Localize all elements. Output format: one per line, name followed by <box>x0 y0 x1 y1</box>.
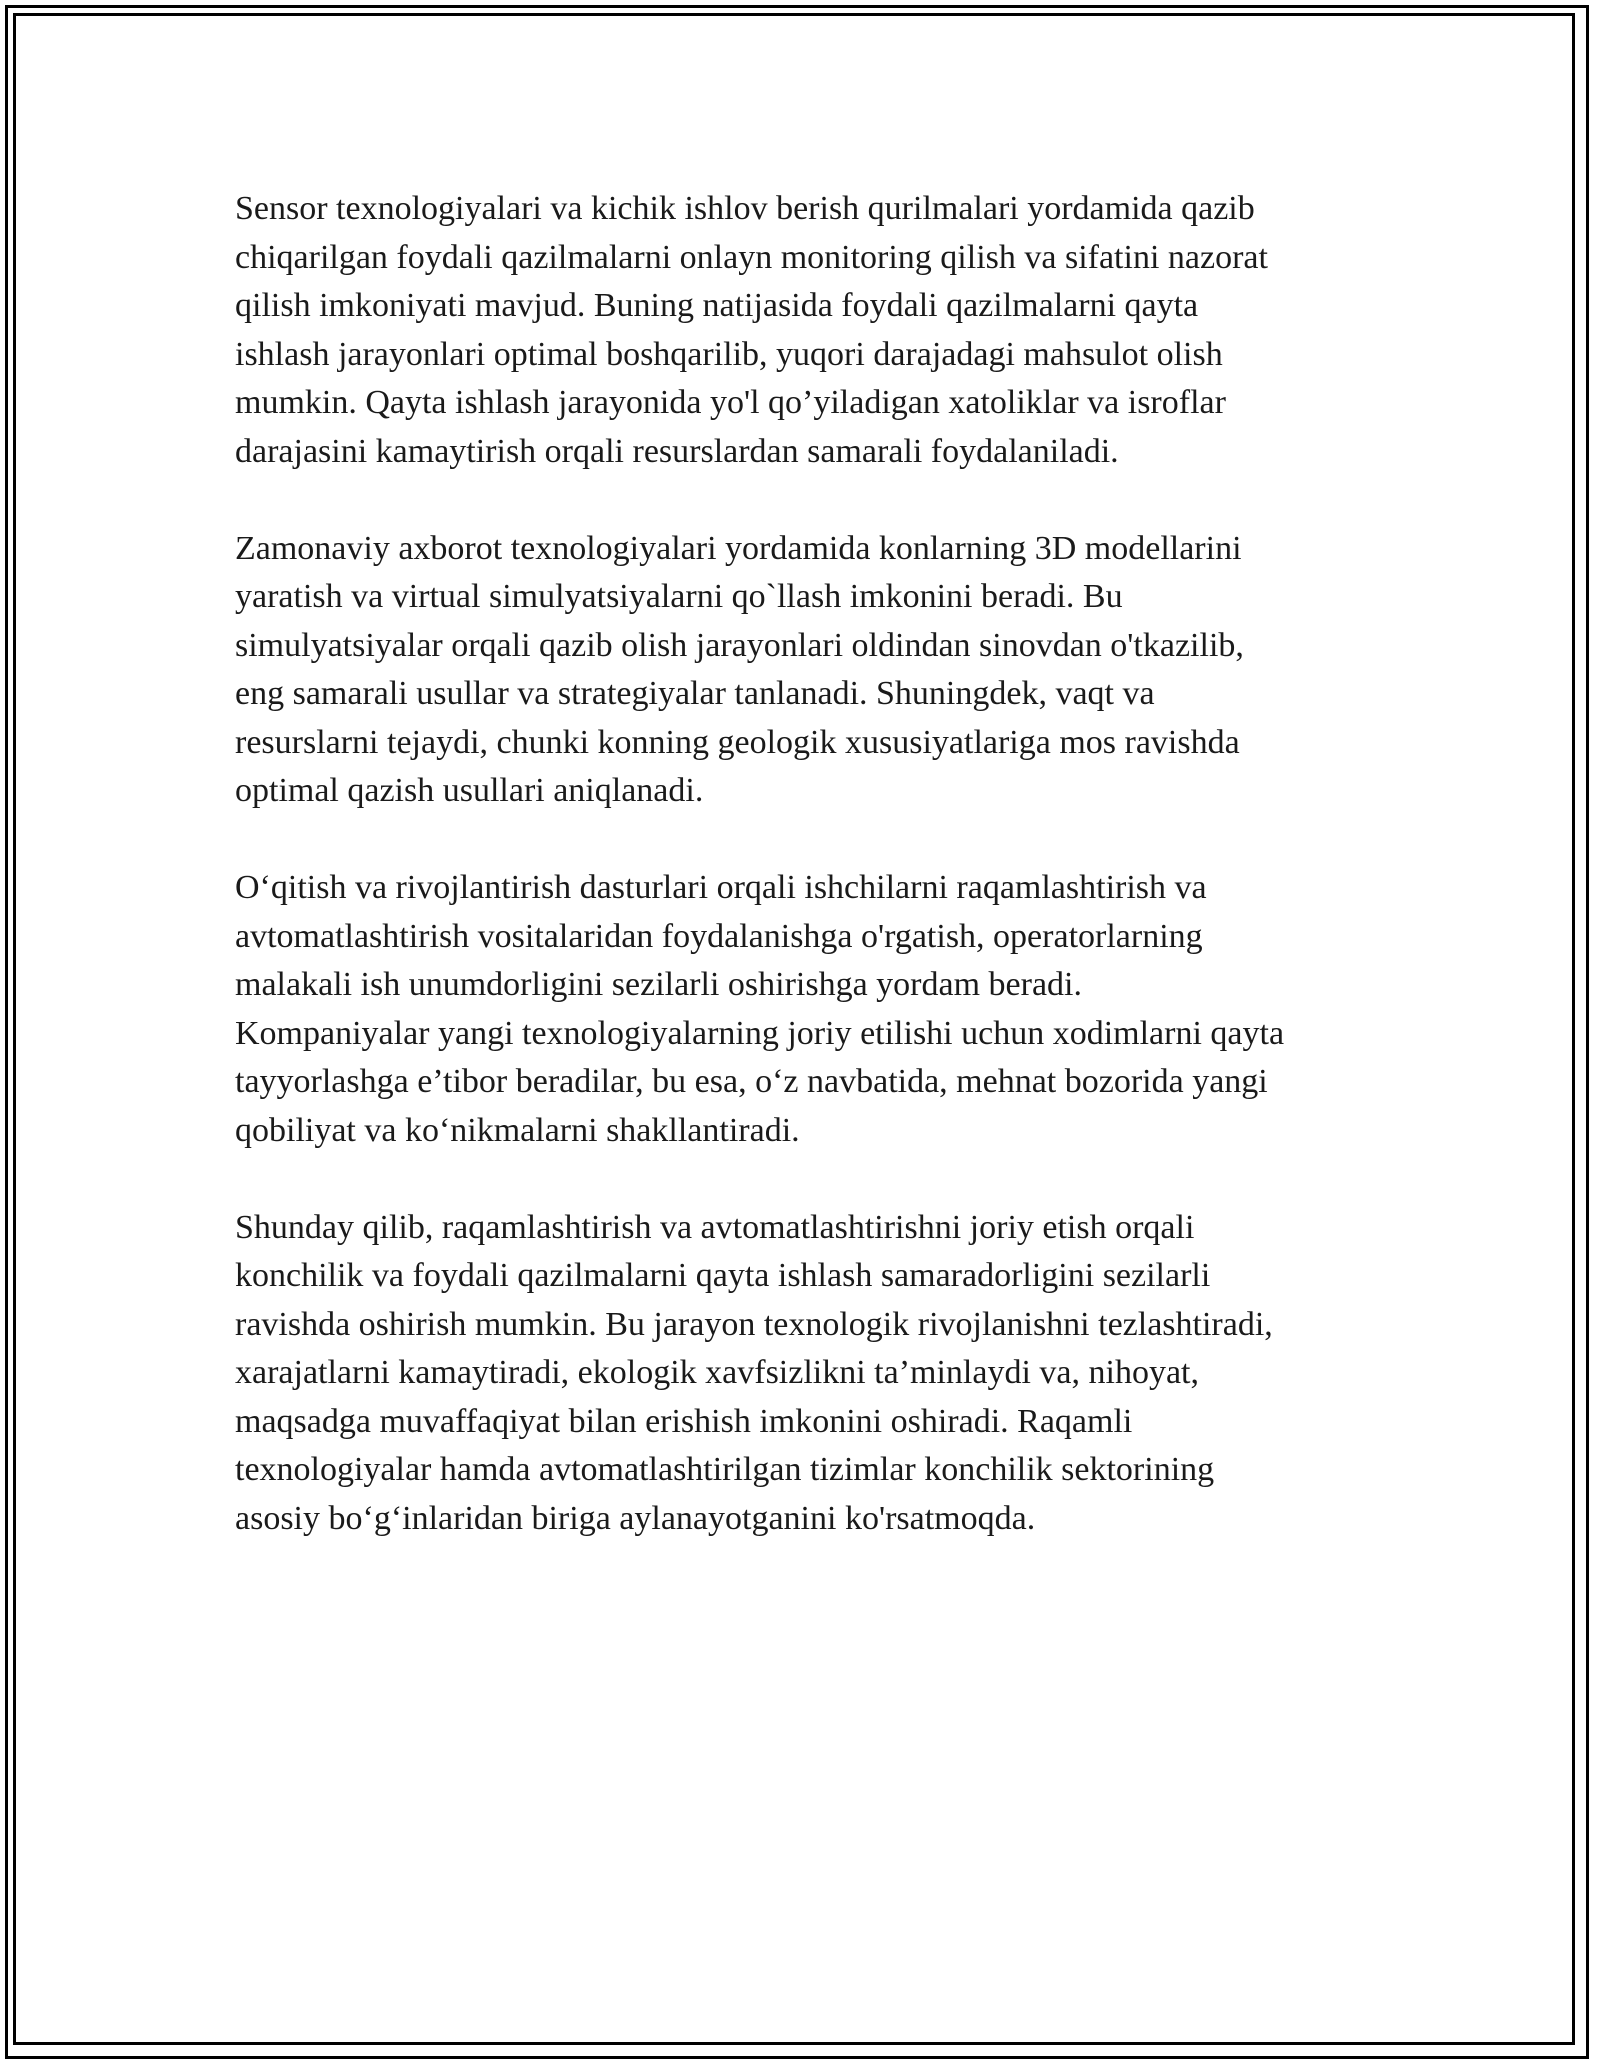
document-body <box>235 185 1385 1592</box>
paragraph-conclusion: Shunday qilib, raqamlashtirish va avtomatlashtirishni joriy etish orqali konchilik va foydali qazilmalarni qayta ishlash samaradorligini sezilarli ravishda oshirish mumkin. Bu jarayon texnologik rivojlanishni tezlashtiradi, xarajatlarni kamaytiradi, ekologik xavfsizlikni ta’minlaydi va, nihoyat, maqsadga muvaffaqiyat bilan erishish imkonini oshiradi. Raqamli texnologiyalar hamda avtomatlashtirilgan tizimlar konchilik sektorining asosiy bo‘g‘inlaridan biriga aylanayotganini ko'rsatmoqda. <box>235 1208 1273 1537</box>
paragraph-sensor-technologies: Sensor texnologiyalari va kichik ishlov berish qurilmalari yordamida qazib chiqarilgan foydali qazilmalarni onlayn monitoring qilish va sifatini nazorat qilish imkoniyati mavjud. Buning natijasida foydali qazilmalarni qayta ishlash jarayonlari optimal boshqarilib, yuqori darajadagi mahsulot olish mumkin. Qayta ishlash jarayonida yo'l qo’yiladigan xatoliklar va isroflar darajasini kamaytirish orqali resurslardan samarali foydalaniladi. <box>235 190 1268 470</box>
paragraph-training-programs: O‘qitish va rivojlantirish dasturlari orqali ishchilarni raqamlashtirish va avtomatlashtirish vositalaridan foydalanishga o'rgatish, operatorlarning malakali ish unumdorligini sezilarli oshirishga yordam beradi. Kompaniyalar yangi texnologiyalarning joriy etilishi uchun xodimlarni qayta tayyorlashga e’tibor beradilar, bu esa, o‘z navbatida, mehnat bozorida yangi qobiliyat va ko‘nikmalarni shakllantiradi. <box>235 869 1285 1149</box>
paragraph-3d-modelling: Zamonaviy axborot texnologiyalari yordamida konlarning 3D modellarini yaratish va virtual simulyatsiyalarni qo`llash imkonini beradi. Bu simulyatsiyalar orqali qazib olish jarayonlari oldindan sinovdan o'tkazilib, eng samarali usullar va strategiyalar tanlanadi. Shuningdek, vaqt va resurslarni tejaydi, chunki konning geologik xususiyatlariga mos ravishda optimal qazish usullari aniqlanadi. <box>235 529 1244 809</box>
